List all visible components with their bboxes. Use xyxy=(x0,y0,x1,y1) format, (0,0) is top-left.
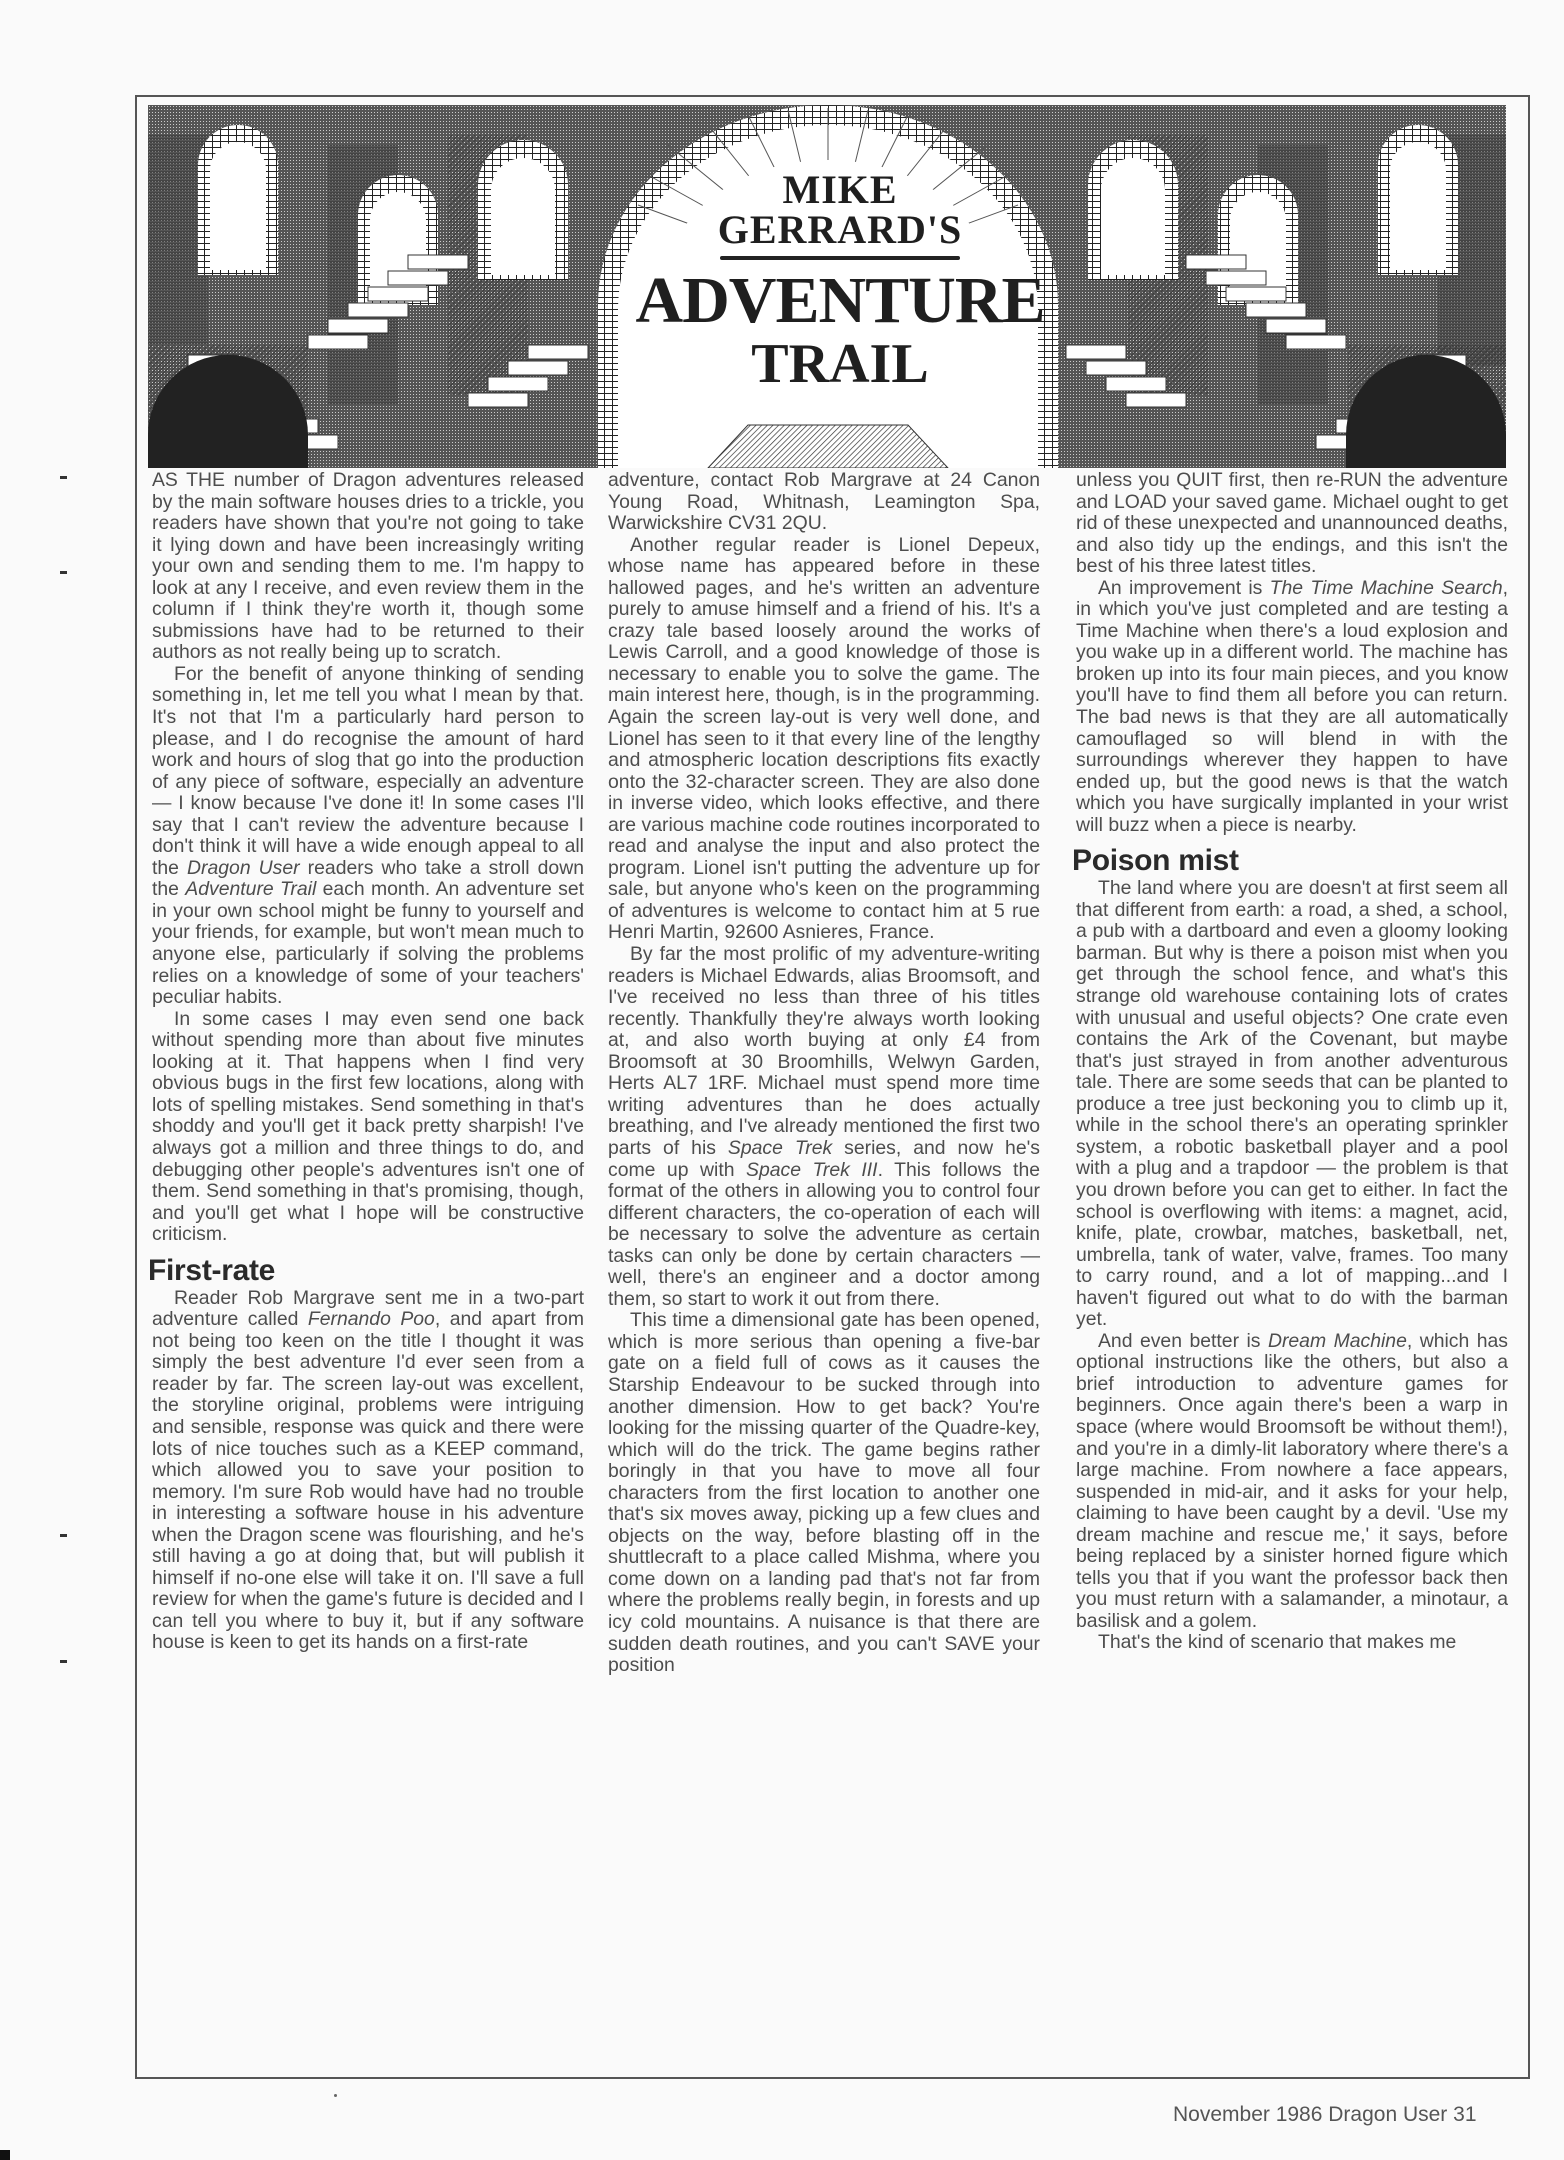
print-speck xyxy=(334,2094,337,2097)
article-paragraph: Another regular reader is Lionel Depeux, whose name has appeared before in these hallowed pages, and he's written an adventure purely to amuse himself and a friend of his. It's a crazy tale based loosely around the works of Lewis Carroll, and a good knowledge of those is necessary to enable you to solve the game. The main interest here, though, is in the programming. Again the screen lay-out is very well done, and Lionel has seen to it that every line of the lengthy and atmospheric location descriptions fits exactly onto the 32-character screen. They are also done in inverse video, which looks effective, and there are various machine code routines incorporated to read and analyse the input and also protect the program. Lionel isn't putting the adventure up for sale, but anyone who's keen on the programming of adventures is welcome to contact him at 5 rue Henri Martin, 92600 Asnieres, France. xyxy=(608,533,1040,944)
article-paragraph: In some cases I may even send one back without spending more than about five minutes looking at it. That happens when I find very obvious bugs in the first few locations, along with lots of spelling mistakes. Send something in that's shoddy and you'll get it back pretty sharpish! I've always got a million and three things to do, and debugging other people's adventures isn't one of them. Send something in that's promising, though, and you'll get what I hope will be constructive criticism. xyxy=(152,1007,584,1246)
margin-mark xyxy=(60,476,67,479)
italic-title: Dragon User xyxy=(187,856,300,879)
section-heading: Poison mist xyxy=(1072,844,1239,878)
italic-title: Dream Machine xyxy=(1267,1329,1407,1352)
article-paragraph: unless you QUIT first, then re-RUN the adventure and LOAD your saved game. Michael ought to get rid of these unexpected and unannounced deaths, and also tidy up the endings, and this isn't the best of his three latest titles. xyxy=(1076,469,1508,578)
italic-title: Adventure Trail xyxy=(185,878,317,901)
title-author-last: GERRARD'S xyxy=(717,207,963,252)
margin-mark xyxy=(60,1660,67,1663)
article-paragraph: An improvement is The Time Machine Search, in which you've just completed and are testing a Time Machine when there's a loud explosion and you wake up in a different world. The machine has broken up into its four main pieces, and you know you'll have to find them all before you can return. The bad news is that they are all automatically camouflaged so will blend in with the surroundings wherever they happen to have ended up, but the good news is that the watch which you have surgically implanted in your wrist will buzz when a piece is nearby. xyxy=(1076,576,1508,836)
article-paragraph: adventure, contact Rob Margrave at 24 Canon Young Road, Whitnash, Leamington Spa, Warwickshire CV31 2QU. xyxy=(608,469,1040,535)
title-adventure: ADVENTURE xyxy=(635,264,1045,337)
section-heading: First-rate xyxy=(148,1253,276,1287)
margin-mark xyxy=(60,571,67,574)
article-column-1 xyxy=(148,469,585,1654)
article-paragraph: By far the most prolific of my adventure-writing readers is Michael Edwards, alias Broomsoft, and I've received no less than three of his titles recently. Thankfully they're always worth looking at, and also worth buying at only £4 from Broomsoft at 30 Broomhills, Welwyn Garden, Herts AL7 1RF. Michael must spend more time writing adventures than he does actually breathing, and I've already mentioned the first two parts of his Space Trek series, and now he's come up with Space Trek III. This follows the format of the others in allowing you to control four different characters, the co-operation of each will be necessary to solve the adventure as certain tasks can only be done by certain characters — well, there's an engineer and a doctor among them, so start to work it out from there. xyxy=(608,943,1041,1310)
article-paragraph: That's the kind of scenario that makes me xyxy=(1098,1631,1457,1654)
margin-mark xyxy=(60,1534,67,1537)
italic-title: Space Trek III xyxy=(746,1158,878,1181)
title-author-first: MIKE xyxy=(782,167,898,212)
article-column-2 xyxy=(608,470,1040,1677)
page-footer: November 1986 Dragon User 31 xyxy=(1173,2103,1477,2126)
article-paragraph: And even better is Dream Machine, which has optional instructions like the others, but also a brief introduction to adventure games for beginners. Once again there's been a warp in space (where would Broomsoft be without them!), and you're in a dimly-lit laboratory where there's a large machine. From nowhere a face appears, suspended in mid-air, and it asks for your help, claiming to have been caught by a devil. 'Use my dream machine and rescue me,' it says, before being replaced by a sinister horned figure which tells you that if you want the professor back then you must return with a salamander, a minotaur, a basilisk and a golem. xyxy=(1076,1329,1508,1632)
column-title xyxy=(620,167,1060,395)
article-paragraph: The land where you are doesn't at first seem all that different from earth: a road, a shed, a school, a pub with a dartboard and even a gloomy looking barman. But why is there a poison mist when you get through the school fence, and what's this strange old warehouse containing lots of crates with unusual and useful objects? One crate even contains the Ark of the Covenant, but maybe that's just strayed in from another adventurous tale. There are some seeds that can be planted to produce a tree just beckoning you to climb up it, while in the school there's an operating sprinkler system, a robotic basketball player and a pool with a plug and a trapdoor — the problem is that you drown before you can get to either. In fact the school is overflowing with items: a magnet, acid, knife, plate, crowbar, matches, basketball, net, umbrella, tank of water, valve, frames. Too many to carry round, and a lot of mapping...and I haven't figured out what to do with the barman yet. xyxy=(1076,877,1508,1331)
binding-edge xyxy=(0,2150,10,2160)
article-paragraph: AS THE number of Dragon adventures released by the main software houses dries to a trickle, you readers have shown that you're not going to take it lying down and have been increasingly writing your own and sending them to me. I'm happy to look at any I receive, and even review them in the column if I think they're worth it, though some submissions have had to be returned to their authors as not really being up to scratch. xyxy=(152,469,584,664)
article-column-3 xyxy=(1072,469,1508,1654)
article-paragraph: This time a dimensional gate has been opened, which is more serious than opening a five-bar gate on a field full of cows as it causes the Starship Endeavour to be sucked through into another dimension. How to get back? You're looking for the missing quarter of the Quadre-key, which will do the trick. The game begins rather boringly in that you have to move all four characters from the first location to another one that's six moves away, picking up a few clues and objects on the way, before blasting off in the shuttlecraft to a place called Mishma, where you come down on a landing pad that's not far from where the problems really begin, in forests and up icy cold mountains. A nuisance is that there are sudden death routines, and you can't SAVE your position xyxy=(608,1309,1040,1677)
article-paragraph: Reader Rob Margrave sent me in a two-part adventure called Fernando Poo, and apart from not being too keen on the title I thought it was simply the best adventure I'd ever seen from a reader by far. The screen lay-out was excellent, the storyline original, problems were intriguing and sensible, response was quick and there were lots of nice touches such as a KEEP command, which allowed you to save your position to memory. I'm sure Rob would have had no trouble in interesting a software house in his adventure when the Dragon scene was flourishing, and he's still having a go at doing that, but will publish it himself if no-one else will take it on. I'll save a full review for when the game's future is decided and I can tell you where to buy it, but if any software house is keen to get its hands on a first-rate xyxy=(152,1286,584,1654)
title-divider xyxy=(720,256,960,260)
italic-title: Fernando Poo xyxy=(307,1308,435,1331)
italic-title: The Time Machine Search xyxy=(1269,576,1503,599)
italic-title: Space Trek xyxy=(727,1136,833,1159)
article-paragraph: For the benefit of anyone thinking of sending something in, let me tell you what I mean by that. It's not that I'm a particularly hard person to please, and I do recognise the amount of hard work and hours of slog that go into the production of any piece of software, especially an adventure — I know because I've done it! In some cases I'll say that I can't review the adventure because I don't think it will have a wide enough appeal to all the Dragon User readers who take a stroll down the Adventure Trail each month. An adventure set in your own school might be funny to yourself and your friends, for example, but won't mean much to anyone else, particularly if solving the problems relies on a knowledge of some of your teachers' peculiar habits. xyxy=(152,662,585,1009)
title-trail: TRAIL xyxy=(751,333,929,395)
